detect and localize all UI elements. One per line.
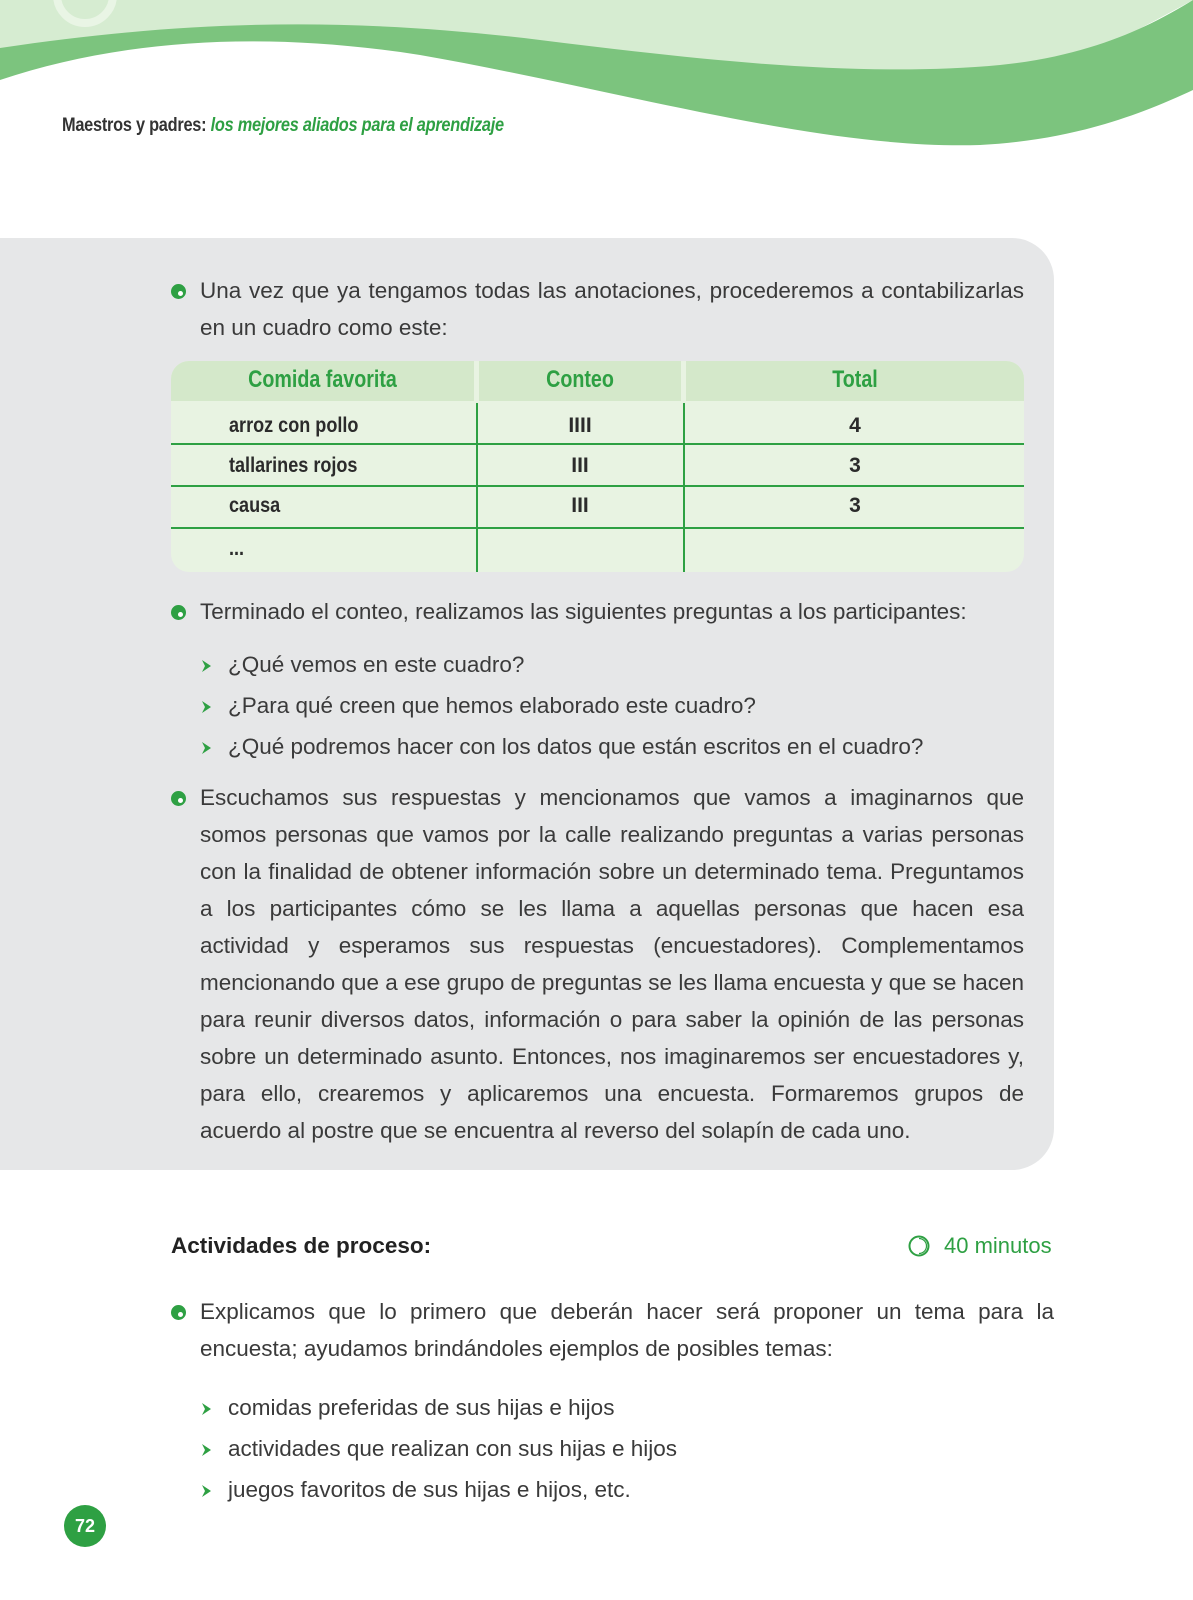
question-item: ¿Qué podremos hacer con los datos que están escritos en el cuadro?: [228, 734, 924, 759]
bullet-icon: [171, 791, 186, 806]
table-row-divider: [171, 443, 1024, 445]
table-header-food: Comida favorita: [248, 366, 397, 393]
bullet-icon: [171, 1305, 186, 1320]
page-number: 72: [64, 1505, 106, 1547]
table-column-divider: [683, 403, 685, 572]
table-header-total: Total: [832, 366, 878, 393]
table-cell-tally: IIII: [568, 414, 592, 437]
chevron-right-icon: [199, 1401, 215, 1417]
chevron-right-icon: [199, 1483, 215, 1499]
table-cell-food: causa: [229, 494, 281, 517]
table-cell-food: ...: [229, 537, 245, 560]
table-column-divider: [476, 403, 478, 572]
table-cell-total: 3: [849, 454, 861, 477]
clock-icon: [908, 1235, 930, 1257]
table-header-tally: Conteo: [546, 366, 614, 393]
topic-item: comidas preferidas de sus hijas e hijos: [228, 1395, 615, 1420]
duration-label: 40 minutos: [944, 1233, 1052, 1258]
chevron-right-icon: [199, 740, 215, 756]
intro-paragraph: Una vez que ya tengamos todas las anotaciones, procederemos a contabilizarlas en un cuadro como este:: [200, 278, 1024, 340]
running-head-accent: los mejores aliados para el aprendizaje: [210, 115, 504, 136]
chevron-right-icon: [199, 658, 215, 674]
table-cell-tally: III: [571, 454, 589, 477]
chevron-right-icon: [199, 1442, 215, 1458]
question-item: ¿Para qué creen que hemos elaborado este cuadro?: [228, 693, 756, 718]
running-head-main: Maestros y padres:: [62, 115, 207, 136]
questions-intro: Terminado el conteo, realizamos las siguientes preguntas a los participantes:: [200, 599, 967, 624]
question-item: ¿Qué vemos en este cuadro?: [228, 652, 525, 677]
running-head: [62, 115, 504, 137]
table-cell-food: arroz con pollo: [229, 414, 359, 437]
table-row-divider: [171, 485, 1024, 487]
chevron-right-icon: [199, 699, 215, 715]
table-cell-total: 4: [849, 414, 861, 437]
table-cell-total: 3: [849, 494, 861, 517]
bullet-icon: [171, 284, 186, 299]
explanation-paragraph: Escuchamos sus respuestas y mencionamos que vamos a imaginarnos que somos personas que vamos por la calle realizando preguntas a varias personas con la finalidad de obtener información sobre un determinado tema. Preguntamos a los participantes cómo se les llama a aquellas personas que hacen esa actividad y esperamos sus respuestas (encuestadores). Complementamos mencionando que a ese grupo de preguntas se les llama encuesta y que se hacen para reunir diversos datos, información o para saber la opinión de las personas sobre un determinado asunto. Entonces, nos imaginaremos ser encuestadores y, para ello, crearemos y aplicaremos una encuesta. Formaremos grupos de acuerdo al postre que se encuentra al reverso del solapín de cada uno.: [200, 785, 1024, 1143]
table-row-divider: [171, 527, 1024, 529]
table-cell-tally: III: [571, 494, 589, 517]
process-paragraph: Explicamos que lo primero que deberán hacer será proponer un tema para la encuesta; ayudamos brindándoles ejemplos de posibles temas:: [200, 1299, 1054, 1361]
section-title: Actividades de proceso:: [171, 1233, 432, 1258]
topic-item: juegos favoritos de sus hijas e hijos, etc.: [228, 1477, 631, 1502]
topic-item: actividades que realizan con sus hijas e hijos: [228, 1436, 678, 1461]
bullet-icon: [171, 605, 186, 620]
table-cell-food: tallarines rojos: [229, 454, 358, 477]
